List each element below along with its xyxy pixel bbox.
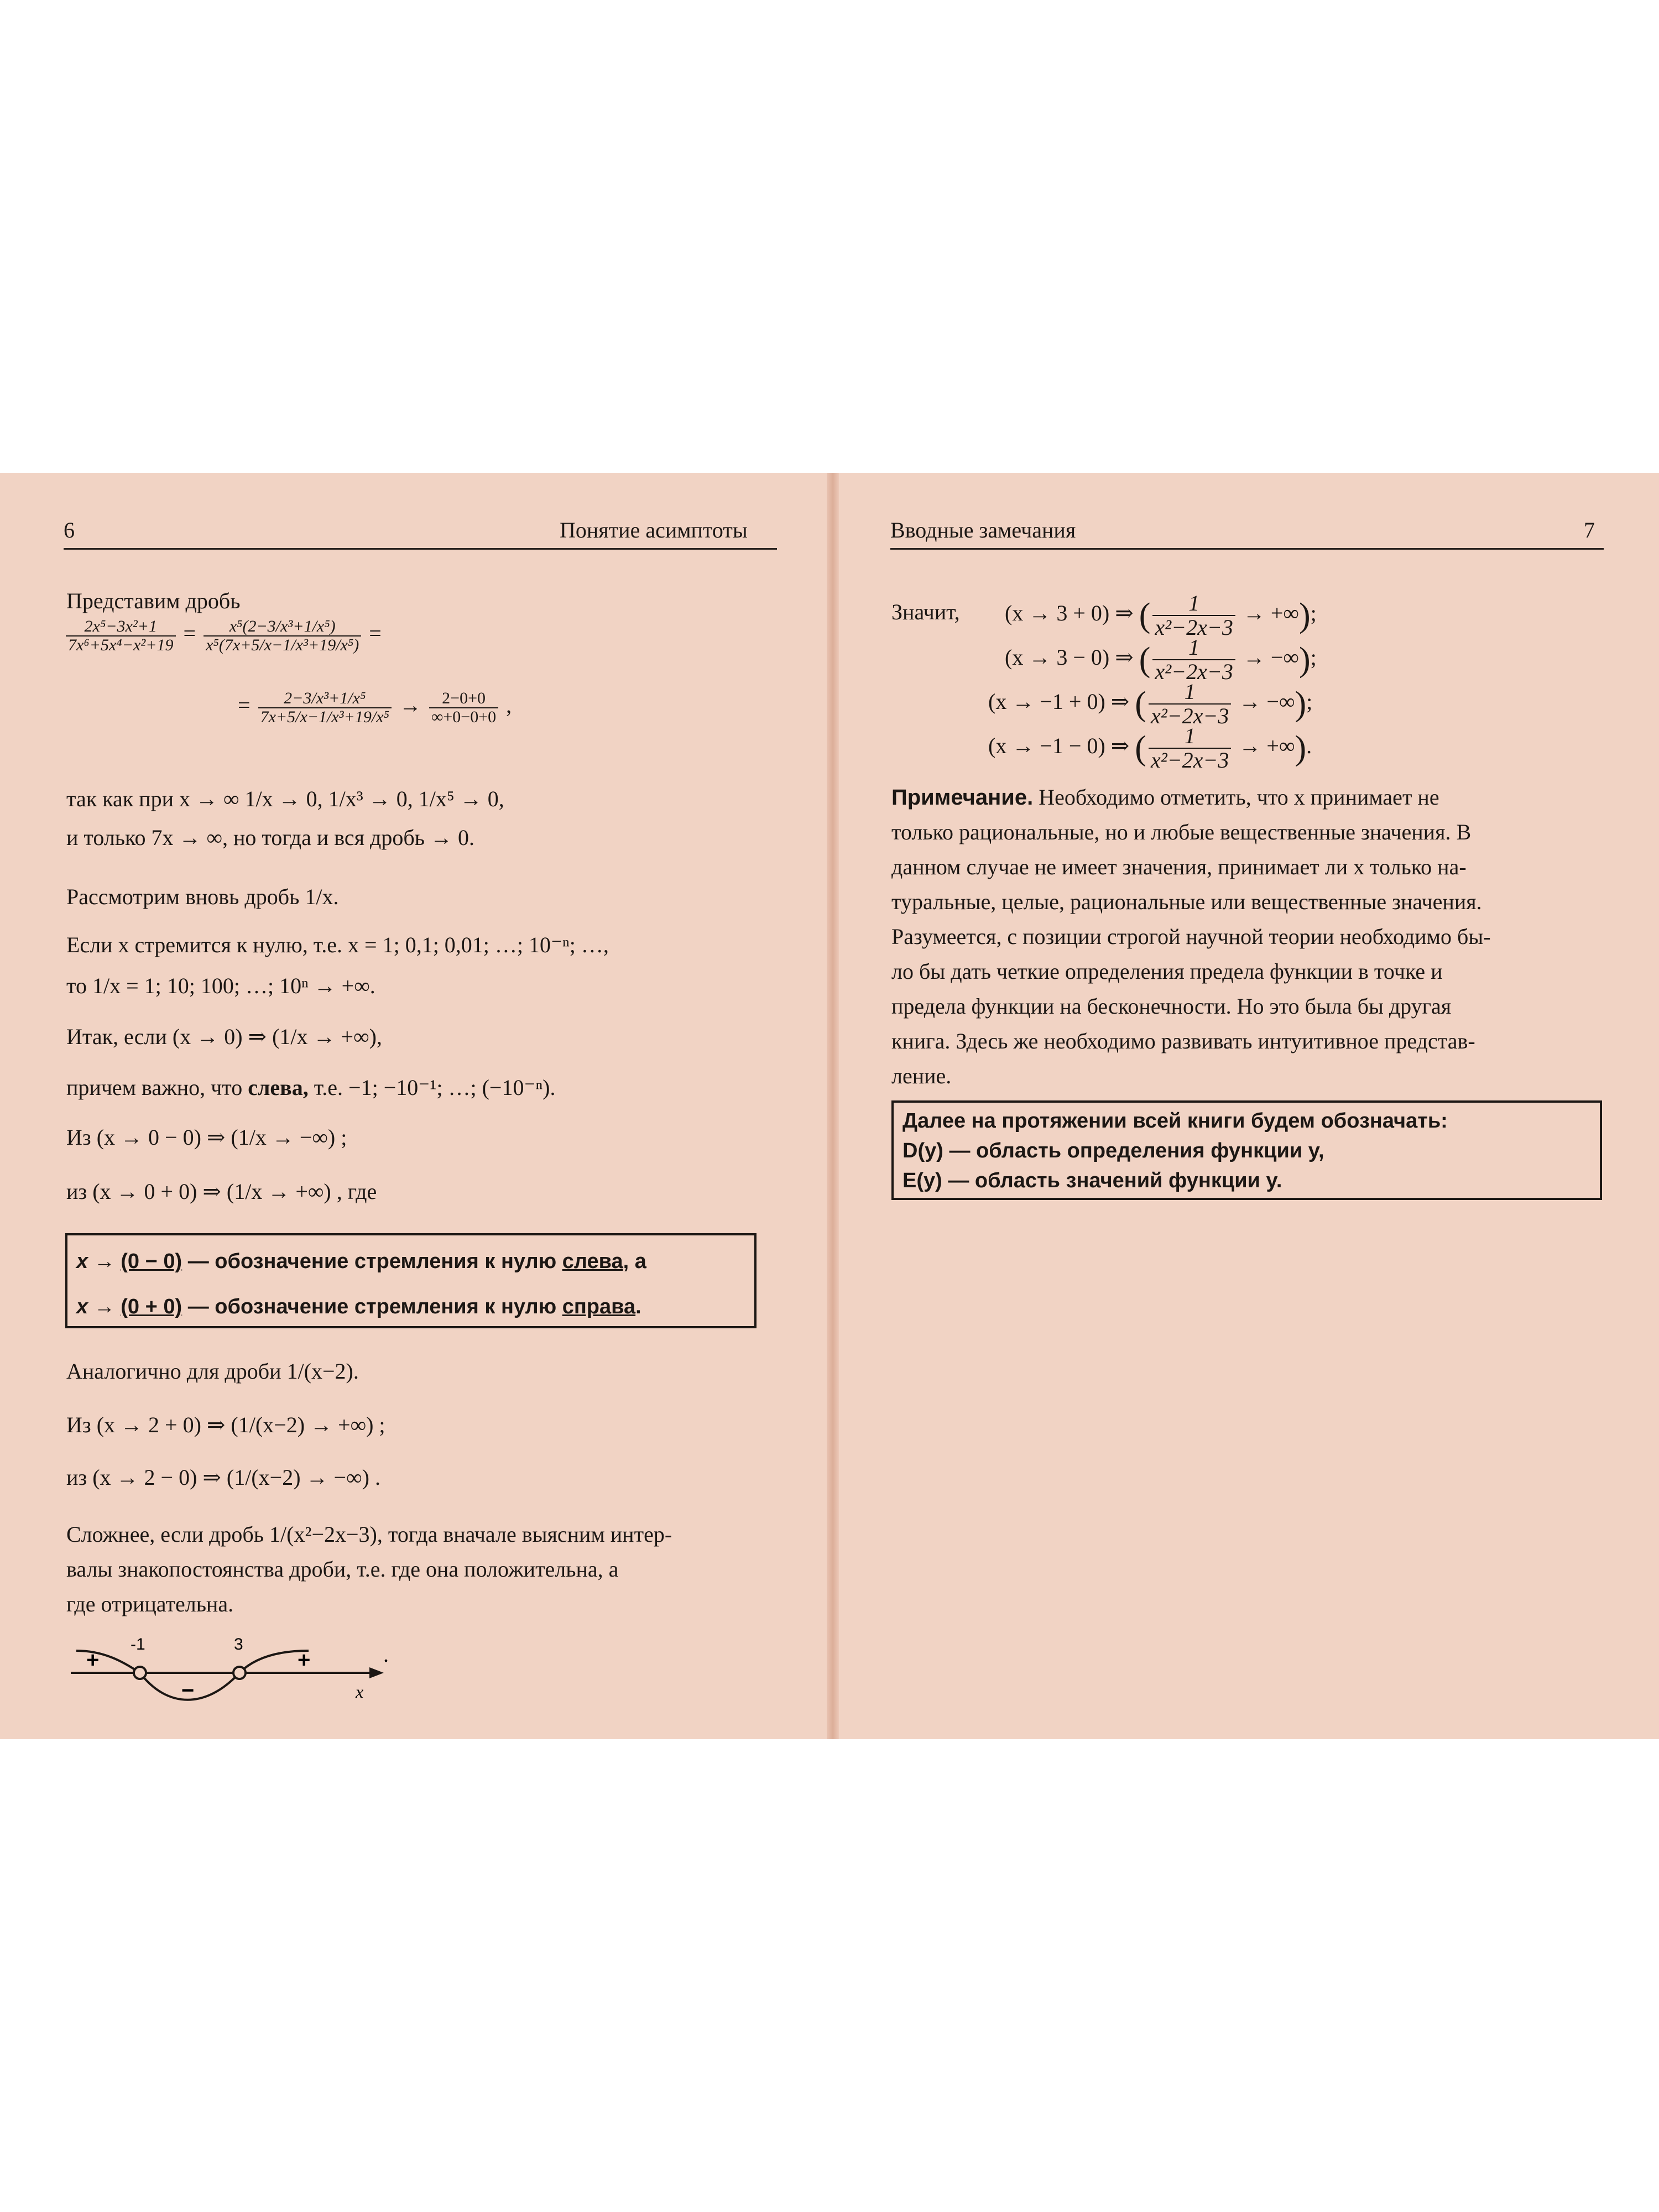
- from-line-4: из (x → 2 − 0) ⇒ (1/(x−2) → −∞) .: [66, 1465, 380, 1490]
- axis-arrow: [369, 1667, 384, 1678]
- sign-plus-left: +: [86, 1648, 100, 1672]
- page-number: 6: [64, 518, 75, 542]
- formula-line-2: = $\frac{\text{2−3/x³+1/x⁵}}{\text{7x+5/x−1/x³+19/x⁵}}$ → $\frac{2-0+0}{\infty+0-0+0}$ ,: [238, 689, 512, 726]
- note-line-2: только рациональные, но и любые вещественные значения. В: [891, 820, 1472, 844]
- notation-box: [65, 1233, 757, 1328]
- right-page: [839, 473, 1659, 1739]
- box2-line-1: Далее на протяжении всей книги будем обозначать:: [902, 1109, 1448, 1133]
- harder-line-2: валы знакопостоянства дроби, т.е. где она положительна, а: [66, 1557, 619, 1582]
- important-line: причем важно, что слева, т.е. −1; −10⁻¹; …; (−10⁻ⁿ).: [66, 1075, 556, 1100]
- formula-line-1: $\frac{\text{2x⁵−3x²+1}}{\text{7x⁶+5x⁴−x²+19}}$ = $\frac{\text{x⁵(2−3/x³+1/x⁵)}}{\text{x⁵(7x+5/x−1/x³+19/x⁵)}}$ =: [64, 618, 382, 654]
- point-three: [233, 1667, 246, 1679]
- only-line: и только 7x → ∞, но тогда и вся дробь → 0.: [66, 825, 474, 850]
- fraction-limit: $\frac{2-0+0}{\infty+0-0+0}$: [429, 690, 498, 726]
- note-line-4: туральные, целые, рациональные или вещественные значения.: [891, 889, 1482, 914]
- note-line-5: Разумеется, с позиции строгой научной теории необходимо бы-: [891, 924, 1491, 949]
- label-three: 3: [234, 1635, 243, 1653]
- similar-line: Аналогично для дроби 1/(x−2).: [66, 1359, 359, 1384]
- from-line-3: Из (x → 2 + 0) ⇒ (1/(x−2) → +∞) ;: [66, 1412, 385, 1437]
- box2-line-2: D(y) — область определения функции y,: [902, 1139, 1324, 1162]
- point-minus-one: [134, 1667, 146, 1679]
- note-line-3: данном случае не имеет значения, принимает ли x только на-: [891, 854, 1467, 879]
- diagram-period: .: [383, 1642, 389, 1667]
- then-line: то 1/x = 1; 10; 100; …; 10ⁿ → +∞.: [66, 973, 375, 998]
- page-number: 7: [1584, 518, 1595, 542]
- axis-label-x: x: [356, 1682, 364, 1702]
- if-line: Если x стремится к нулю, т.е. x = 1; 0,1; 0,01; …; 10⁻ⁿ; …,: [66, 932, 609, 957]
- header-rule: [64, 548, 777, 550]
- consider-line: Рассмотрим вновь дробь 1/x.: [66, 884, 339, 909]
- fraction-factored: $\frac{\text{x⁵(2−3/x³+1/x⁵)}}{\text{x⁵(7x+5/x−1/x³+19/x⁵)}}$: [204, 618, 361, 654]
- box2-line-3: E(y) — область значений функции y.: [902, 1169, 1282, 1192]
- from-line-1: Из (x → 0 − 0) ⇒ (1/x → −∞) ;: [66, 1125, 347, 1150]
- label-minus-one: -1: [131, 1635, 145, 1653]
- sign-diagram: [71, 1629, 403, 1712]
- case-row-2: (x → 3 − 0) ⇒ ( $\frac{1}{\text{x²−2x−3}}$ → −∞);: [1005, 635, 1317, 684]
- notation-right: x → (0 + 0) — обозначение стремления к нулю справа.: [76, 1295, 641, 1318]
- harder-line-3: где отрицательна.: [66, 1592, 234, 1616]
- note-line-1: Примечание. Необходимо отметить, что x принимает не: [891, 785, 1439, 810]
- running-head: Понятие асимптоты: [560, 518, 748, 542]
- note-line-8: книга. Здесь же необходимо развивать интуитивное представ-: [891, 1029, 1475, 1053]
- notation-box-2: [891, 1100, 1602, 1200]
- means-label: Значит,: [891, 599, 960, 624]
- left-page: [0, 473, 827, 1739]
- running-head: Вводные замечания: [890, 518, 1076, 542]
- header-rule: [890, 548, 1604, 550]
- so-line: Итак, если (x → 0) ⇒ (1/x → +∞),: [66, 1024, 382, 1049]
- note-line-6: ло бы дать четкие определения предела функции в точке и: [891, 959, 1443, 984]
- fraction-original: $\frac{\text{2x⁵−3x²+1}}{\text{7x⁶+5x⁴−x²+19}}$: [66, 618, 176, 654]
- book-gutter: [827, 473, 839, 1739]
- intro-text: Представим дробь: [66, 588, 241, 613]
- sign-minus: −: [181, 1678, 195, 1703]
- since-line: так как при x → ∞ 1/x → 0, 1/x³ → 0, 1/x⁵ → 0,: [66, 786, 504, 811]
- sign-plus-right: +: [298, 1648, 311, 1672]
- harder-line-1: Сложнее, если дробь 1/(x²−2x−3), тогда вначале выясним интер-: [66, 1522, 672, 1547]
- case-row-3: (x → −1 + 0) ⇒ ( $\frac{1}{\text{x²−2x−3}}$ → −∞);: [988, 679, 1313, 728]
- from-line-2: из (x → 0 + 0) ⇒ (1/x → +∞) , где: [66, 1179, 377, 1204]
- fraction-reduced: $\frac{\text{2−3/x³+1/x⁵}}{\text{7x+5/x−1/x³+19/x⁵}}$: [258, 690, 392, 726]
- case-row-4: (x → −1 − 0) ⇒ ( $\frac{1}{\text{x²−2x−3}}$ → +∞).: [988, 723, 1312, 773]
- note-line-7: предела функции на бесконечности. Но это была бы другая: [891, 994, 1452, 1019]
- case-row-1: (x → 3 + 0) ⇒ ( $\frac{1}{\text{x²−2x−3}}$ → +∞);: [1005, 591, 1317, 640]
- note-line-9: ление.: [891, 1063, 952, 1088]
- notation-left: x → (0 − 0) — обозначение стремления к нулю слева, а: [76, 1250, 646, 1273]
